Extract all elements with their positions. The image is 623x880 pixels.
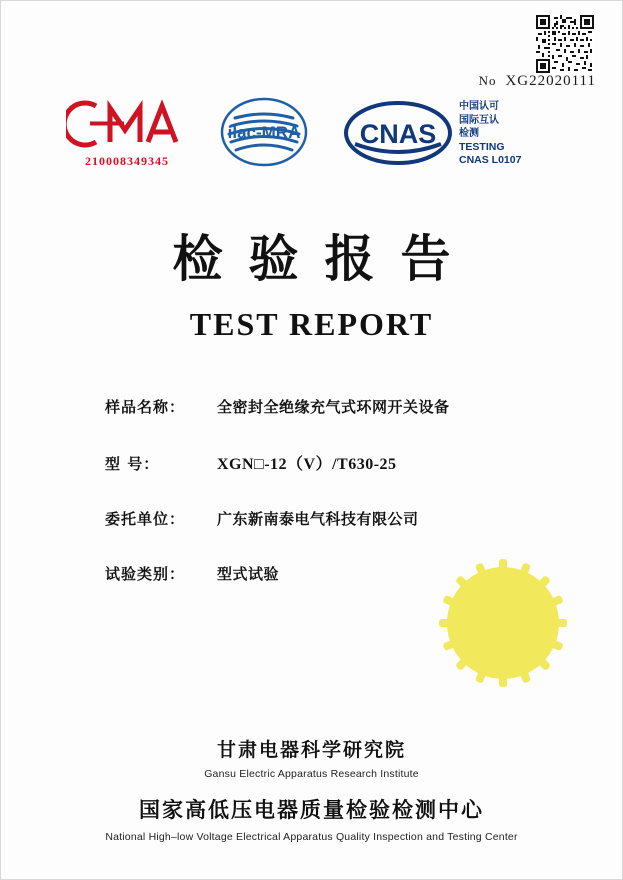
field-value: 全密封全绝缘充气式环网开关设备 (217, 398, 450, 416)
report-number (479, 73, 596, 93)
cnas-line-3: 检测 (459, 128, 479, 139)
cma-logo (66, 96, 188, 169)
cma-mark-icon (66, 96, 188, 152)
organization-name-cn: 甘肃电器科学研究院 (216, 739, 406, 761)
field-client (105, 508, 562, 529)
svg-text:ilac-MRA: ilac-MRA (227, 123, 301, 142)
cma-certificate-number: 210008349345 (85, 154, 169, 168)
field-label: 试验类别： (105, 565, 186, 583)
page-title-cn: 检验报告 (172, 230, 477, 288)
report-number-value: XG22020111 (505, 73, 596, 89)
cnas-line-1: 中国认可 (459, 101, 499, 112)
accreditation-logo-row (61, 96, 582, 186)
field-model (105, 451, 562, 474)
cnas-accreditation-text (459, 100, 521, 168)
issuing-organization (1, 735, 622, 843)
field-value: XGN□-12（V）/T630-25 (217, 456, 397, 473)
cnas-logo (341, 98, 456, 173)
center-name-en: National High–low Voltage Electrical Apparatus Quality Inspection and Testing Center (105, 831, 518, 843)
field-label: 样品名称： (105, 398, 186, 416)
page-title-en: TEST REPORT (189, 306, 434, 342)
cnas-line-2: 国际互认 (459, 114, 499, 126)
cnas-line-4: TESTING (459, 140, 505, 153)
field-sample-name (105, 396, 562, 417)
report-number-label: No (478, 73, 497, 88)
svg-text:CNAS: CNAS (359, 119, 437, 149)
center-name-cn: 国家高低压电器质量检验检测中心 (139, 798, 484, 822)
cnas-line-5: CNAS L0107 (459, 154, 522, 166)
organization-name-en: Gansu Electric Apparatus Research Institute (204, 768, 419, 780)
field-label: 型 号： (105, 455, 160, 473)
field-value: 型式试验 (217, 565, 280, 583)
field-label: 委托单位： (105, 510, 186, 528)
field-value: 广东新南泰电气科技有限公司 (217, 510, 419, 528)
ilac-mra-logo (209, 96, 319, 173)
seal-stamp (437, 557, 569, 689)
qr-code-icon (536, 15, 594, 73)
